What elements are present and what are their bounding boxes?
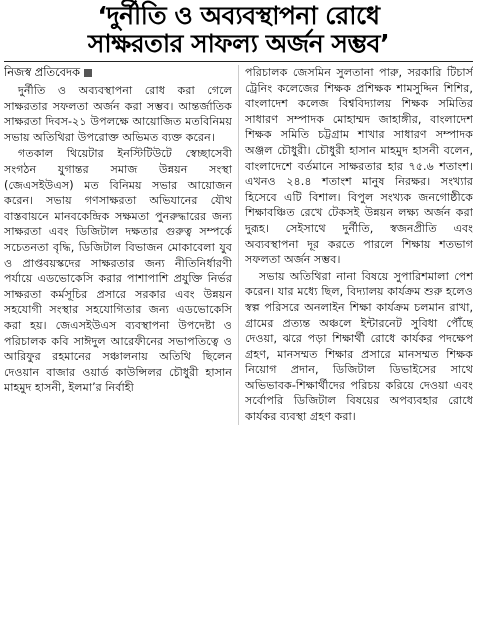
right-paragraph-2: সভায় অতিথিরা নানা বিষয়ে সুপারিশমালা পেশ করেন। যার মধ্যে ছিল, বিদ্যালয় কার্যক্রম শুরু হলেও স্বল্প পরিসরে অনলাইন শিক্ষা কার্যক্রম চলমান রাখা, গ্রামের প্রত্যন্ত অঞ্চলে ইন্টারনেট সুবিধা পৌঁছে দেওয়া, ঝরে পড়া শিক্ষার্থী রোধে কার্যকর পদক্ষেপ গ্রহণ, মানসম্মত শিক্ষার প্রসারে মানসম্মত শিক্ষক নিয়োগ প্রদান, ডিজিটাল ডিভাইসের সাথে অভিভাবক-শিক্ষার্থীদের পরিচয় করিয়ে দেওয়া এবং সর্বোপরি ডিজিটাল বিষয়ের অপব্যবহার রোধে কার্যকর ব্যবস্থা গ্রহণ করা।	[245, 269, 473, 424]
byline	[4, 65, 232, 80]
right-paragraph-1: পরিচালক জেসমিন সুলতানা পারু, সরকারি টিচার্স ট্রেনিং কলেজের শিক্ষক প্রশিক্ষক শামসুদ্দিন শিশির, বাংলাদেশ কলেজ বিশ্ববিদ্যালয় শিক্ষক সমিতির সাধারণ সম্পাদক মোহাম্মদ জাহাঙ্গীর, বাংলাদেশ শিক্ষক সমিতি চট্টগ্রাম শাখার সাধারণ সম্পাদক অঞ্জল চৌধুরী। চৌধুরী হাসান মাহমুদ হাসনী বলেন, বাংলাদেশে বর্তমানে সাক্ষরতার হার ৭৫.৬ শতাংশ। এখনও ২৪.৪ শতাংশ মানুষ নিরক্ষর। সংখ্যার হিসেবে এটি বিশাল। বিপুল সংখ্যক জনগোষ্ঠীকে শিক্ষাবঞ্চিত রেখে টেকসই উন্নয়ন লক্ষ্য অর্জন করা দুরূহ। সেইসাথে দুর্নীতি, স্বজনপ্রীতি এবং অব্যবস্থাপনা দূর করতে পারলে শিক্ষায় শতভাগ সফলতা অর্জন সম্ভব।	[245, 66, 473, 267]
byline-text: নিজস্ব প্রতিবেদক	[4, 65, 80, 79]
byline-square-icon	[84, 69, 92, 77]
headline-divider	[4, 61, 473, 62]
left-column	[4, 65, 239, 425]
article-body	[4, 65, 473, 425]
left-paragraph-2: গতকাল থিয়েটার ইনস্টিটিউটে স্বেচ্ছাসেবী সংগঠন যুগান্তর সমাজ উন্নয়ন সংস্থা (জেএসইউএস) মত বিনিময় সভার আয়োজন করেন। সভায় গণসাক্ষরতা অভিযানের যৌথ বাস্তবায়নে মানবকেন্দ্রিক সক্ষমতা পুনরুদ্ধারের জন্য সাক্ষরতা এবং ডিজিটাল দক্ষতার গুরুত্ব সম্পর্কে সচেতনতা বৃদ্ধি, ডিজিটাল বিভাজন মোকাবেলা যুব ও প্রাপ্তবয়স্কদের সাক্ষরতার জন্য নীতিনির্ধারণী পর্যায়ে এডভোকেসি করার পাশাপাশি প্রযুক্তি নির্ভর সাক্ষরতা কর্মসূচির প্রসারে সরকার এবং উন্নয়ন সহযোগী সংস্থার সহযোগিতার জন্য এডভোকেসি করা হয়। জেএসইউএস ব্যবস্থাপনা উপদেষ্টা ও পরিচালক কবি সাঈদুল আরেফীনের সভাপতিত্বে ও আরিফুর রহমানের সঞ্চালনায় অতিথি ছিলেন দেওয়ান বাজার ওয়ার্ড কাউন্সিলর চৌধুরী হাসান মাহমুদ হাসনী, ইলমা’র নির্বাহী	[4, 147, 232, 395]
headline	[4, 2, 473, 58]
right-column	[245, 65, 473, 425]
headline-line-1: ‘দুর্নীতি ও অব্যবস্থাপনা রোধে	[97, 1, 380, 30]
left-paragraph-1: দুর্নীতি ও অব্যবস্থাপনা রোধ করা গেলে সাক্ষরতার সফলতা অর্জন করা সম্ভব। আন্তর্জাতিক সাক্ষরতা দিবস-২১ উপলক্ষে আয়োজিত মতবিনিময় সভায় অতিথিরা উপরোক্ত অভিমত ব্যক্ত করেন।	[4, 84, 232, 144]
headline-line-2: সাক্ষরতার সাফল্য অর্জন সম্ভব’	[87, 29, 390, 58]
